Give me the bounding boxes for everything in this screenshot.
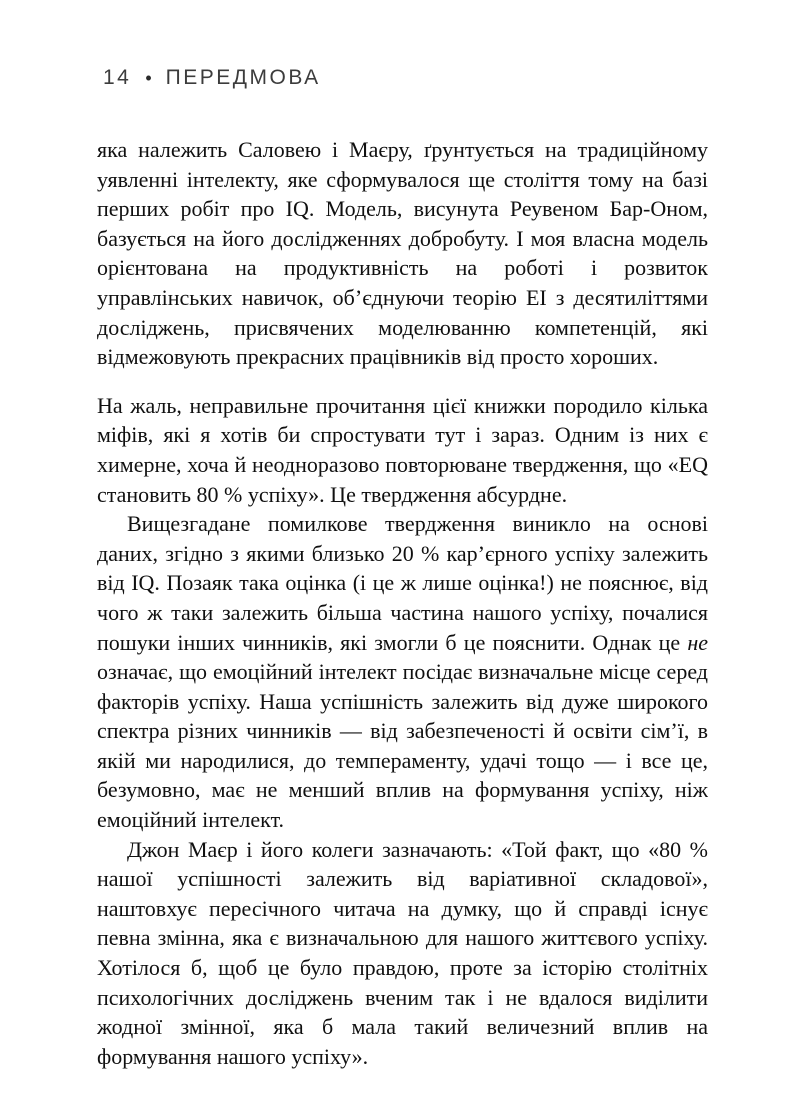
paragraph-3-text-start: Вищезгадане помилкове твердження виникло на основі даних, згідно з якими близько 20 % кар’єрного успіху залежить від IQ. Позаяк така оцінка (і це ж лише оцінка!) не пояснює, від чого ж таки залежить більша частина нашого успіху, почалися пошуки інших чинників, які змогли б це пояснити. Однак це	[97, 511, 708, 655]
paragraph-1-text: яка належить Саловею і Маєру, ґрунтується на традиційному уявленні інтелекту, яке сформувалося ще століття тому на базі перших робіт про IQ. Модель, висунута Реувеном Бар-Оном, базується на його дослідженнях добробуту. І моя власна модель орієнтована на продуктивність на роботі і розвиток управлінських навичок, об’єднуючи теорію ЕІ з десятиліттями досліджень, присвячених моделюванню компетенцій, які відмежовують прекрасних працівників від просто хороших.	[97, 137, 708, 370]
page-number: 14	[103, 66, 132, 89]
paragraph-4	[97, 835, 708, 1072]
bullet-separator-icon: •	[145, 67, 152, 88]
paragraph-3-text-end: означає, що емоційний інтелект посідає визначальне місце серед факторів успіху. Наша успішність залежить від дуже широкого спектра різних чинників — від забезпеченості й освіти сім’ї, в якій ми народилися, до темпераменту, удачі тощо — і все це, безумовно, має не менший вплив на формування успіху, ніж емоційний інтелект.	[97, 659, 708, 833]
page-body	[97, 135, 708, 1071]
running-header	[103, 66, 321, 90]
paragraph-2	[97, 391, 708, 509]
paragraph-1	[97, 135, 708, 372]
paragraph-3	[97, 509, 708, 835]
paragraph-3-emphasized-word: не	[687, 629, 708, 655]
paragraph-2-text: На жаль, неправильне прочитання цієї книжки породило кілька міфів, які я хотів би спростувати тут і зараз. Одним із них є химерне, хоча й неодноразово повторюване твердження, що «EQ становить 80 % успіху». Це твердження абсурдне.	[97, 392, 708, 507]
running-title: ПЕРЕДМОВА	[165, 66, 321, 89]
paragraph-4-text: Джон Маєр і його колеги зазначають: «Той факт, що «80 % нашої успішності залежить від варіативної складової», наштовхує пересічного читача на думку, що й справді існує певна змінна, яка є визначальною для нашого життєвого успіху. Хотілося б, щоб це було правдою, проте за історію столітніх психологічних досліджень вченим так і не вдалося виділити жодної змінної, яка б мала такий величезний вплив на формування нашого успіху».	[97, 836, 708, 1069]
